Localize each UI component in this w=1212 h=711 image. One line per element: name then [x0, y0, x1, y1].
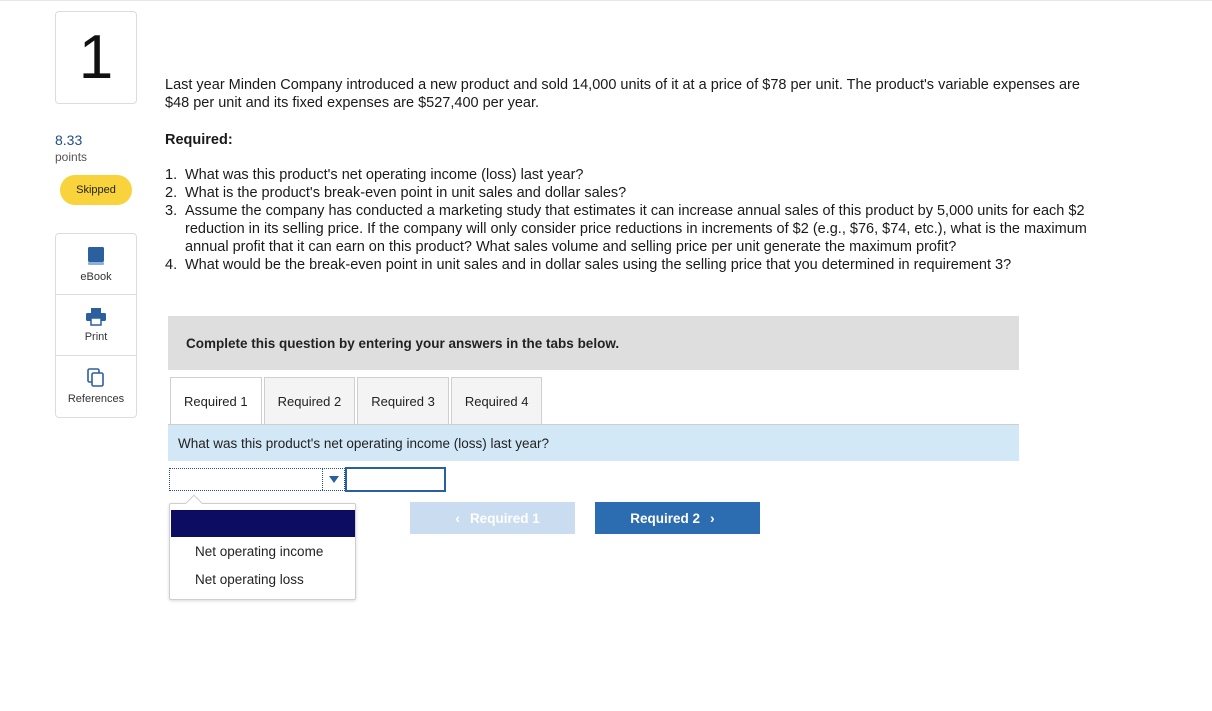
prev-required-button[interactable]	[410, 502, 575, 534]
tab-required-3[interactable]: Required 3	[357, 377, 449, 424]
dropdown-option-income[interactable]: Net operating income	[195, 544, 324, 559]
references-button[interactable]	[56, 356, 136, 417]
chevron-left-icon: ‹	[455, 510, 460, 526]
chevron-right-icon: ›	[710, 510, 715, 526]
book-icon	[87, 246, 105, 266]
requirement-item: 4. What would be the break-even point in unit sales and in dollar sales using the selling price that you determined in requirement 3?	[165, 257, 1012, 273]
required-heading: Required:	[165, 132, 233, 148]
print-label: Print	[84, 330, 108, 343]
amount-input[interactable]	[345, 467, 446, 492]
chevron-down-icon[interactable]	[322, 469, 344, 490]
requirement-item: 3. Assume the company has conducted a marketing study that estimates it can increase annual sales of this product by 5,000 units for each $2 reduction in its selling price. If the company will only consider price reductions in increments of $2 (e.g., $76, $74, etc.), what is the maximum annual profit that it can earn on this product? What sales volume and selling price per unit generate the maximum profit?	[165, 203, 1087, 255]
requirement-item: 1. What was this product's net operating income (loss) last year?	[165, 167, 584, 183]
dropdown-option-loss[interactable]: Net operating loss	[195, 572, 304, 587]
tools-panel	[55, 233, 137, 418]
tab-required-2[interactable]: Required 2	[264, 377, 356, 424]
printer-icon	[86, 308, 106, 326]
requirement-tabs	[170, 377, 544, 425]
problem-intro: Last year Minden Company introduced a new product and sold 14,000 units of it at a price of $78 per unit. The product's variable expenses are $48 per unit and its fixed expenses are $527,400 per year.	[165, 77, 1080, 111]
requirement-item: 2. What is the product's break-even point in unit sales and dollar sales?	[165, 185, 627, 201]
ebook-label: eBook	[80, 270, 112, 283]
income-type-dropdown	[169, 503, 356, 600]
status-badge: Skipped	[60, 175, 132, 205]
requirements-list	[165, 166, 1115, 274]
prev-label: Required 1	[469, 510, 540, 526]
active-question: What was this product's net operating income (loss) last year?	[168, 425, 1019, 461]
points-value: 8.33	[55, 132, 83, 148]
print-button[interactable]	[56, 295, 136, 356]
points-label: points	[55, 150, 88, 164]
next-label: Required 2	[630, 510, 701, 526]
tab-required-1[interactable]: Required 1	[170, 377, 262, 425]
instruction-banner: Complete this question by entering your answers in the tabs below.	[168, 316, 1019, 370]
tab-required-4[interactable]: Required 4	[451, 377, 543, 424]
dropdown-option-blank[interactable]	[171, 510, 355, 537]
dropdown-pointer	[186, 495, 203, 512]
income-type-select[interactable]	[169, 468, 345, 491]
next-required-button[interactable]	[595, 502, 760, 534]
references-label: References	[67, 393, 125, 405]
ebook-button[interactable]	[56, 234, 136, 295]
references-icon	[87, 368, 105, 388]
top-divider	[0, 0, 1212, 1]
question-number: 1	[55, 11, 137, 104]
